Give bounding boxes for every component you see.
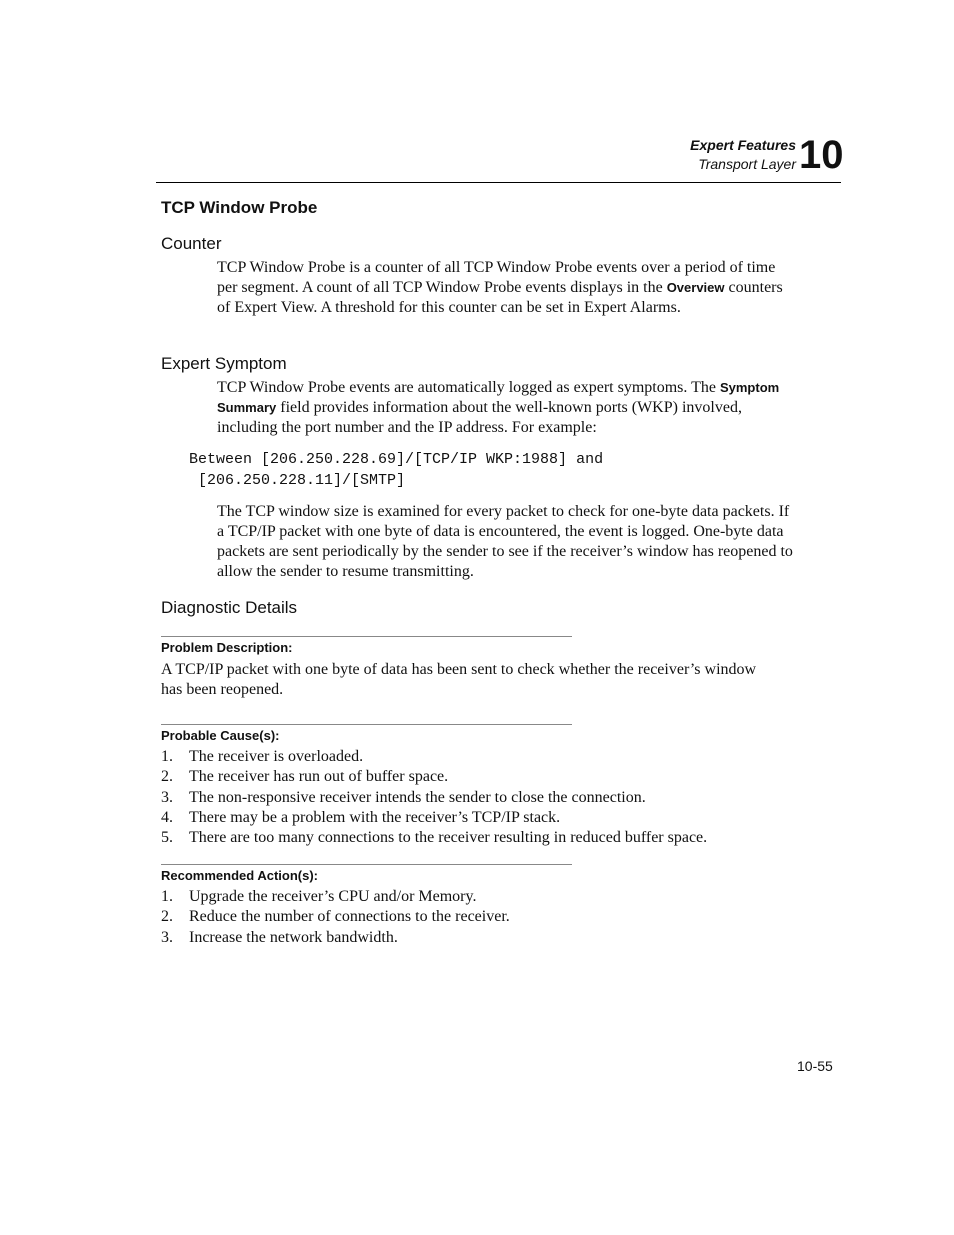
list-number: 2. — [161, 908, 173, 926]
counter-paragraph — [217, 258, 797, 318]
running-header-section: Expert Features — [690, 137, 796, 153]
list-text: The receiver has run out of buffer space. — [189, 768, 449, 786]
code-line: [206.250.228.11]/[SMTP] — [189, 472, 406, 489]
problem-text: A TCP/IP packet with one byte of data has been sent to check whether the receiver’s window has been reopened. — [161, 661, 757, 698]
section-divider — [161, 636, 572, 637]
expert-symptom-paragraph — [217, 378, 797, 438]
explanation-text: The TCP window size is examined for every packet to check for one-byte data packets. If a TCP/IP packet with one byte of data is encountered, the event is logged. One-byte data packets are sent periodically by the sender to see if the receiver’s window has reopened to allow the sender to resume transmitting. — [217, 503, 793, 580]
list-text: Reduce the number of connections to the receiver. — [189, 908, 510, 926]
section-divider — [161, 864, 572, 865]
list-number: 2. — [161, 768, 173, 786]
list-item — [161, 788, 801, 808]
list-text: The receiver is overloaded. — [189, 748, 364, 765]
list-text: Upgrade the receiver’s CPU and/or Memory. — [189, 888, 477, 905]
list-item — [161, 828, 801, 848]
list-text: The non-responsive receiver intends the sender to close the connection. — [189, 788, 646, 806]
list-item — [161, 887, 801, 907]
running-header-subsection: Transport Layer — [698, 156, 796, 172]
symptom-text-before: TCP Window Probe events are automatically logged as expert symptoms. The — [217, 379, 720, 396]
explanation-paragraph — [217, 502, 797, 582]
counter-text-after: counters of Expert View. A threshold for this counter can be set in Expert Alarms. — [217, 279, 783, 316]
list-item — [161, 907, 801, 927]
list-item — [161, 747, 801, 767]
list-text: There are too many connections to the receiver resulting in reduced buffer space. — [189, 829, 708, 847]
list-number: 5. — [161, 829, 173, 847]
list-number: 1. — [161, 888, 173, 905]
symptom-text-after: field provides information about the well-known ports (WKP) involved, including the port number and the IP address. For example: — [217, 399, 742, 436]
actions-label: Recommended Action(s): — [161, 868, 318, 883]
expert-symptom-heading: Expert Symptom — [161, 354, 287, 373]
code-line: Between [206.250.228.69]/[TCP/IP WKP:1988] and — [189, 451, 604, 468]
section-divider — [161, 724, 572, 725]
list-number: 3. — [161, 928, 173, 946]
actions-list — [161, 887, 801, 948]
causes-label: Probable Cause(s): — [161, 728, 280, 743]
header-rule — [156, 182, 841, 183]
list-number: 1. — [161, 748, 173, 765]
problem-label: Problem Description: — [161, 640, 293, 655]
page-title: TCP Window Probe — [161, 198, 318, 217]
list-item — [161, 767, 801, 787]
list-number: 3. — [161, 788, 173, 806]
list-item — [161, 928, 801, 948]
list-number: 4. — [161, 808, 173, 826]
symptom-term: Symptom Summary — [217, 380, 780, 415]
counter-heading: Counter — [161, 234, 222, 253]
counter-text-before: TCP Window Probe is a counter of all TCP Window Probe events over a period of time per segment. A count of all TCP Window Probe events displays in the — [217, 259, 776, 296]
counter-term: Overview — [666, 280, 725, 295]
list-item — [161, 808, 801, 828]
diagnostic-heading: Diagnostic Details — [161, 598, 298, 617]
page-number: 10-55 — [797, 1058, 833, 1074]
chapter-number: 10 — [799, 133, 844, 177]
code-example — [189, 449, 603, 491]
list-text: There may be a problem with the receiver’s TCP/IP stack. — [189, 808, 561, 826]
list-text: Increase the network bandwidth. — [189, 928, 398, 946]
causes-list — [161, 747, 801, 848]
